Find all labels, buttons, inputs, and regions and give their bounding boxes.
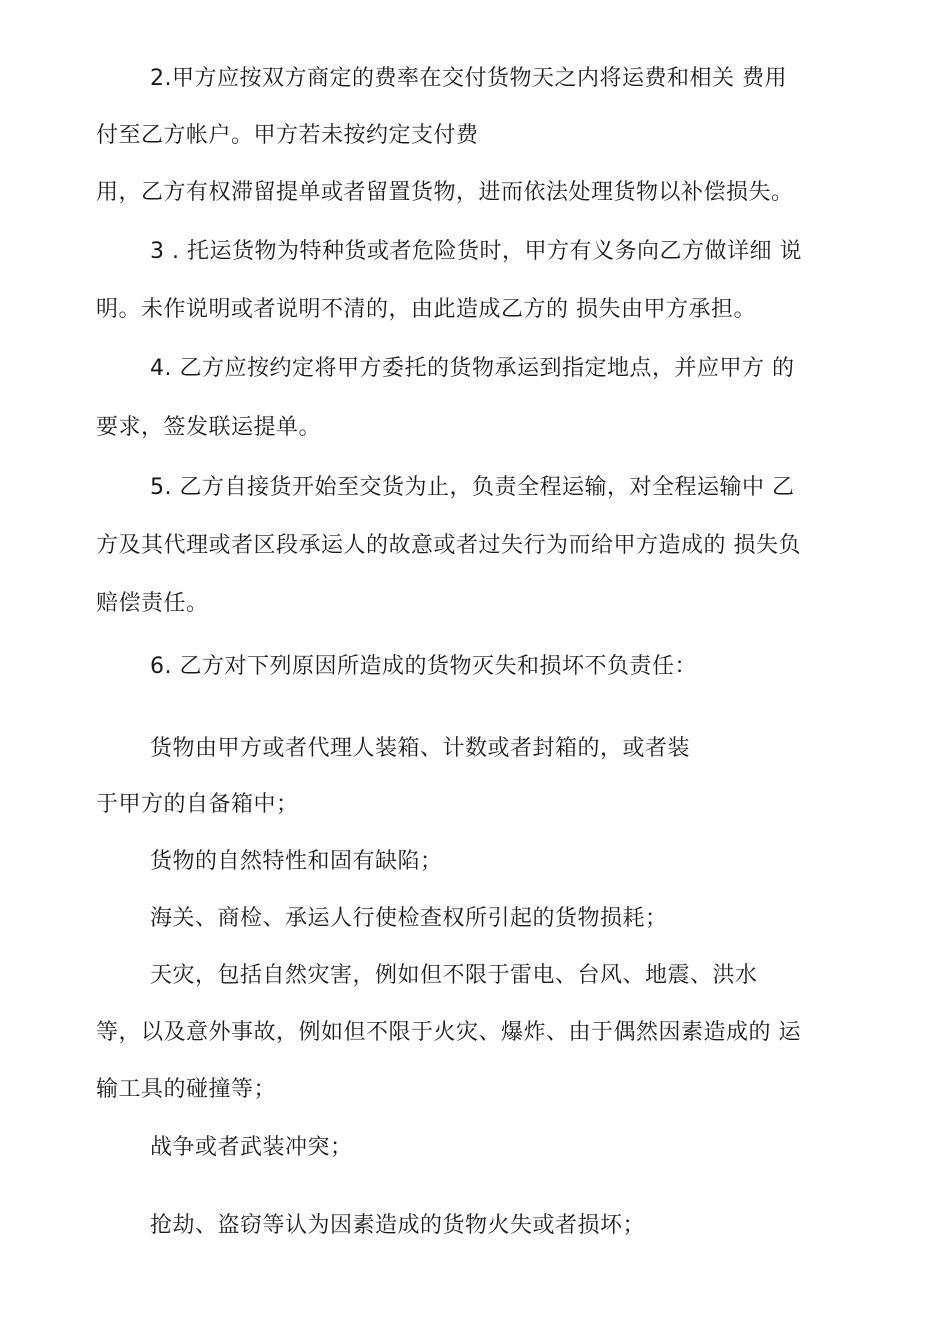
clause-4-line-3: 输工具的碰撞等； xyxy=(96,1077,277,1102)
item-4-line-2: 要求，签发联运提单。 xyxy=(96,415,322,440)
clause-2-line-1: 货物的自然特性和固有缺陷； xyxy=(150,849,443,874)
clause-5-line-1: 战争或者武装冲突； xyxy=(150,1135,353,1160)
item-5-line-2: 方及其代理或者区段承运人的故意或者过失行为而给甲方造成的 损失负 xyxy=(96,533,801,558)
item-2-line-1: 2.甲方应按双方商定的费率在交付货物天之内将运费和相关 费用 xyxy=(150,66,787,91)
clause-3-line-1: 海关、商检、承运人行使检查权所引起的货物损耗； xyxy=(150,906,668,931)
item-2-line-3: 用，乙方有权滞留提单或者留置货物，进而依法处理货物以补偿损失。 xyxy=(96,180,794,205)
clause-1-line-1: 货物由甲方或者代理人装箱、计数或者封箱的，或者装 xyxy=(150,736,691,761)
clause-6-line-1: 抢劫、盗窃等认为因素造成的货物火失或者损坏； xyxy=(150,1213,646,1238)
item-3-line-2: 明。未作说明或者说明不清的，由此造成乙方的 损失由甲方承担。 xyxy=(96,297,756,322)
item-4-line-1: 4. 乙方应按约定将甲方委托的货物承运到指定地点，并应甲方 的 xyxy=(150,356,795,381)
item-2-line-2: 付至乙方帐户。甲方若未按约定支付费 xyxy=(96,123,479,148)
clause-4-line-2: 等，以及意外事故，例如但不限于火灾、爆炸、由于偶然因素造成的 运 xyxy=(96,1020,801,1045)
item-5-line-1: 5. 乙方自接货开始至交货为止，负责全程运输，对全程运输中 乙 xyxy=(150,475,795,500)
clause-1-line-2: 于甲方的自备箱中； xyxy=(96,792,299,817)
item-5-line-3: 赔偿责任。 xyxy=(96,591,209,616)
clause-4-line-1: 天灾，包括自然灾害，例如但不限于雷电、台风、地震、洪水 xyxy=(150,963,758,988)
item-6-line-1: 6. 乙方对下列原因所造成的货物灭失和损坏不负责任： xyxy=(150,654,697,679)
item-3-line-1: 3 . 托运货物为特种货或者危险货时，甲方有义务向乙方做详细 说 xyxy=(150,239,802,264)
